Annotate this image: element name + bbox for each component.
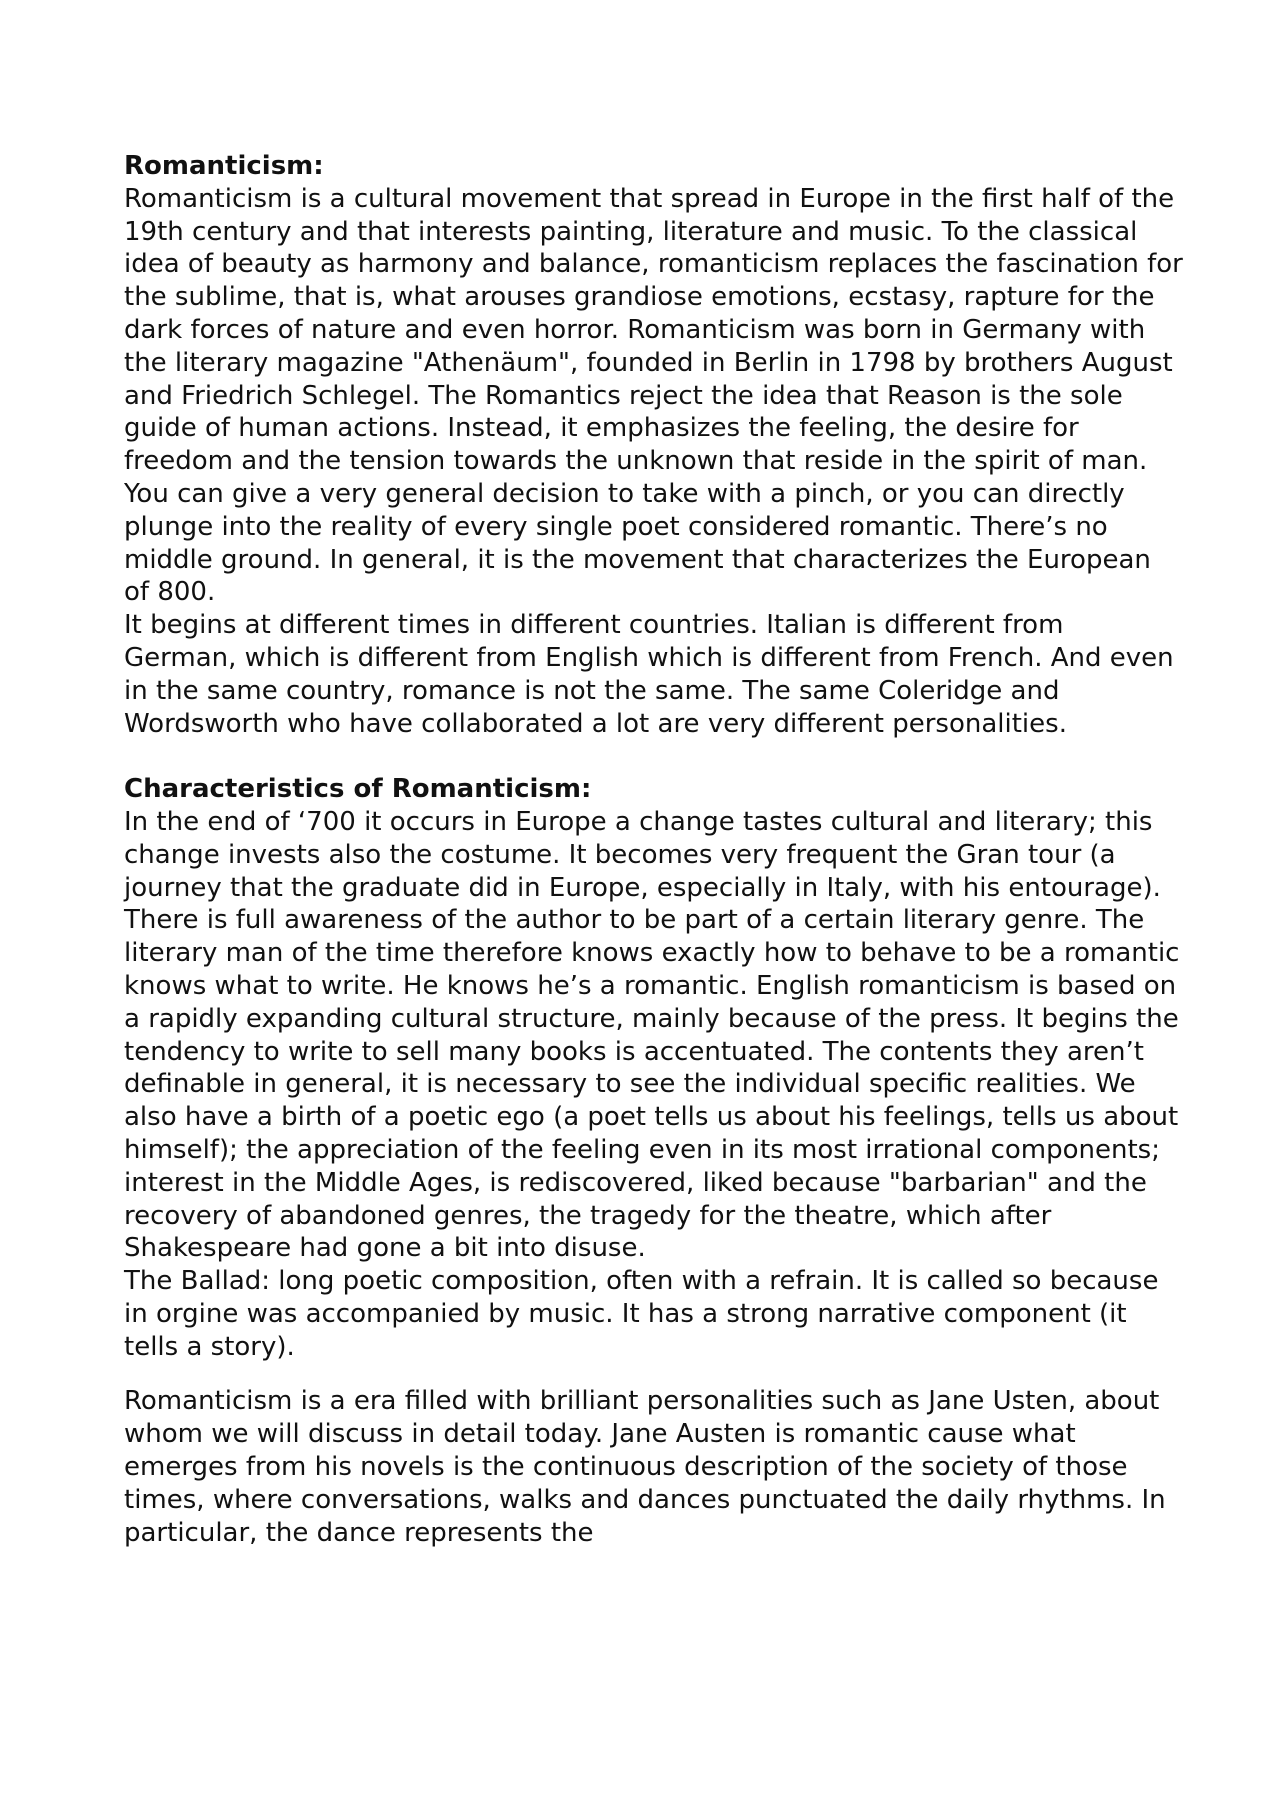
paragraph-jane-austen: Romanticism is a era filled with brilliant personalities such as Jane Usten, about whom we will discuss in detail today. Jane Austen is romantic cause what emerges from his novels is the continuous description of the society of those times, where conversations, walks and dances punctuated the daily rhythms. In particular, the dance represents the [124,1386,1166,1548]
heading-romanticism: Romanticism: [124,151,324,181]
paragraph-characteristics-awareness: There is full awareness of the author to be part of a certain literary genre. The literary man of the time therefore knows exactly how to behave to be a romantic knows what to write. He knows he’s a romantic. English romanticism is based on a rapidly expanding cultural structure, mainly because of the press. It begins the tendency to write to sell many books is accentuated. The contents they aren’t definable in general, it is necessary to see the individual specific realities. We also have a birth of a poetic ego (a poet tells us about his feelings, tells us about himself); the appreciation of the feeling even in its most irrational components; interest in the Middle Ages, is rediscovered, liked because "barbarian" and the recovery of abandoned genres, the tragedy for the theatre, which after Shakespeare had gone a bit into disuse. [124,905,1180,1264]
heading-characteristics: Characteristics of Romanticism: [124,774,592,805]
paragraph-characteristics-change: In the end of ‘700 it occurs in Europe a change tastes cultural and literary; this change invests also the costume. It becomes very frequent the Gran tour (a journey that the graduate did in Europe, especially in Italy, with his entourage). [124,806,1161,903]
paragraph-romanticism-intro: Romanticism is a cultural movement that spread in Europe in the first half of the 19th century and that interests painting, literature and music. To the classical idea of beauty as harmony and balance, romanticism replaces the fascination for the sublime, that is, what arouses grandiose emotions, ecstasy, rapture for the dark forces of nature and even horror. Romanticism was born in Germany with the literary magazine "Athenäum", founded in Berlin in 1798 by brothers August and Friedrich Schlegel. The Romantics reject the idea that Reason is the sole guide of human actions. Instead, it emphasizes the feeling, the desire for freedom and the tension towards the unknown that reside in the spirit of man. You can give a very general decision to take with a pinch, or you can directly plunge into the reality of every single poet considered romantic. There’s no middle ground. In general, it is the movement that characterizes the European of 800. [124,183,1183,608]
paragraph-romanticism-differences: It begins at different times in different countries. Italian is different from German, which is different from English which is different from French. And even in the same country, romance is not the same. The same Coleridge and Wordsworth who have collaborated a lot are very different personalities. [124,610,1174,739]
section-spacer [124,1363,1184,1385]
paragraph-ballad: The Ballad: long poetic composition, often with a refrain. It is called so because in orgine was accompanied by music. It has a strong narrative component (it tells a story). [124,1266,1159,1362]
section-spacer [124,740,1184,773]
document-page [124,150,1184,1549]
